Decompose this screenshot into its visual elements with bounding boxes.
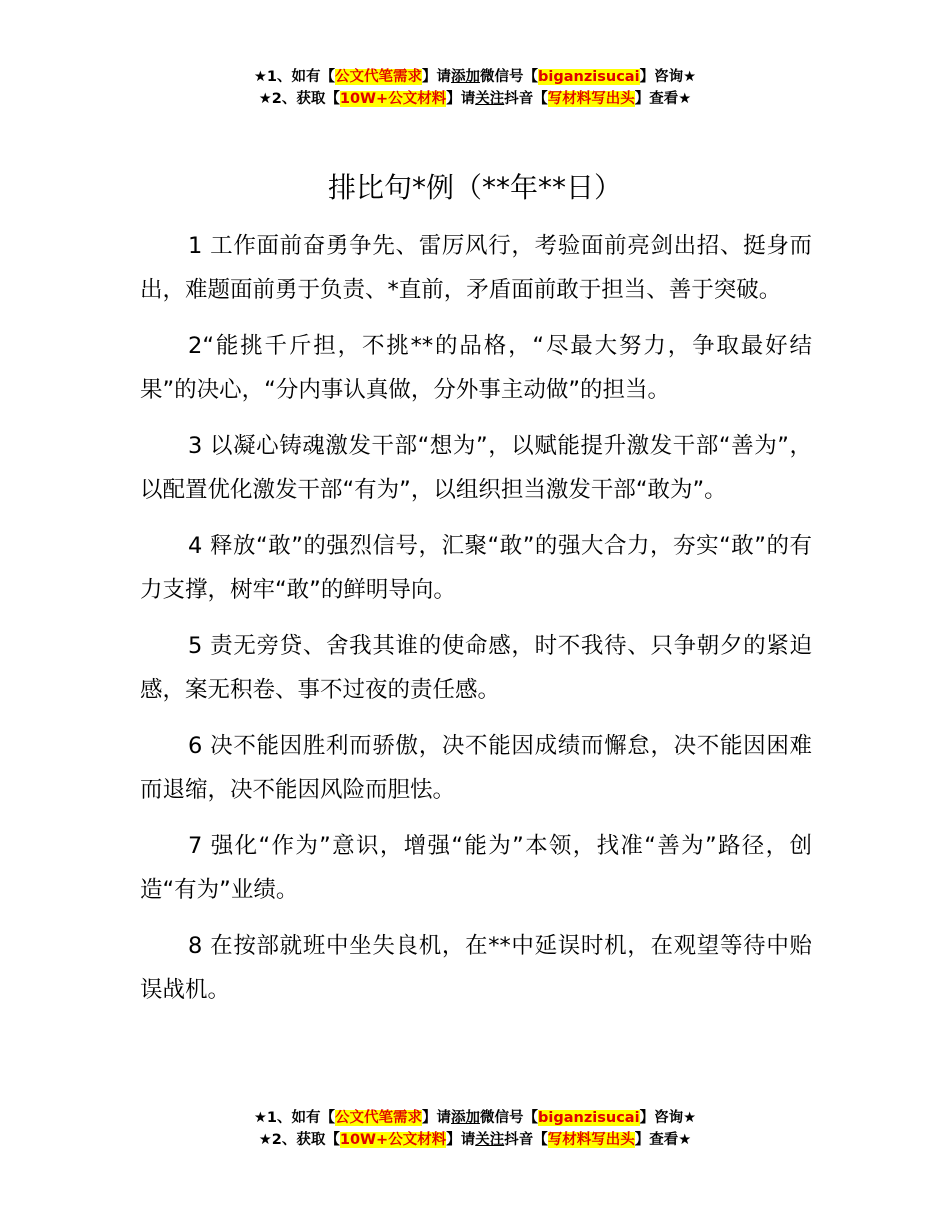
banner-emphasis: 关注 <box>475 1132 505 1148</box>
banner-text: 抖音【 <box>504 1132 548 1148</box>
paragraph-8: 8 在按部就班中坐失良机，在**中延误时机，在观望等待中贻误战机。 <box>140 933 812 1003</box>
banner-line-2 <box>0 88 950 110</box>
banner-text: 】请 <box>422 69 452 85</box>
banner-text: 】咨询★ <box>639 69 697 85</box>
banner-text: 】请 <box>446 1132 476 1148</box>
paragraph-2: 2“能挑千斤担，不挑**的品格，“尽最大努力，争取最好结果”的决心，“分内事认真做，分外事主动做”的担当。 <box>140 333 812 403</box>
paragraph-3: 3 以凝心铸魂激发干部“想为”，以赋能提升激发干部“善为”，以配置优化激发干部“有为”，以组织担当激发干部“敢为”。 <box>140 433 812 503</box>
banner-highlight: 10W+公文材料 <box>339 91 447 107</box>
banner-text: 】查看★ <box>634 1132 692 1148</box>
banner-highlight: 公文代笔需求 <box>335 1110 423 1126</box>
footer-banner <box>0 1107 950 1151</box>
banner-text: 】咨询★ <box>639 1110 697 1126</box>
paragraph-7: 7 强化“作为”意识，增强“能为”本领，找准“善为”路径，创造“有为”业绩。 <box>140 833 812 903</box>
banner-text: 微信号【 <box>480 1110 539 1126</box>
banner-emphasis: 添加 <box>451 1110 481 1126</box>
banner-text: 微信号【 <box>480 69 539 85</box>
banner-highlight: 公文代笔需求 <box>335 69 423 85</box>
paragraph-6: 6 决不能因胜利而骄傲，决不能因成绩而懈怠，决不能因困难而退缩，决不能因风险而胆怯。 <box>140 733 812 803</box>
banner-emphasis: 关注 <box>475 91 505 107</box>
paragraph-4: 4 释放“敢”的强烈信号，汇聚“敢”的强大合力，夯实“敢”的有力支撑，树牢“敢”的鲜明导向。 <box>140 533 812 603</box>
banner-highlight: biganzisucai <box>538 69 640 85</box>
banner-highlight: 写材料写出头 <box>547 91 635 107</box>
paragraph-1: 1 工作面前奋勇争先、雷厉风行，考验面前亮剑出招、挺身而出，难题面前勇于负责、*直前，矛盾面前敢于担当、善于突破。 <box>140 233 812 303</box>
banner-text: ★1、如有【 <box>253 1110 336 1126</box>
banner-text: ★2、获取【 <box>258 1132 340 1148</box>
banner-highlight: 10W+公文材料 <box>339 1132 447 1148</box>
banner-emphasis: 添加 <box>451 69 481 85</box>
banner-line-2 <box>0 1129 950 1151</box>
header-banner <box>0 66 950 110</box>
banner-text: 抖音【 <box>504 91 548 107</box>
banner-text: 】请 <box>422 1110 452 1126</box>
banner-text: ★1、如有【 <box>253 69 336 85</box>
document-body <box>140 225 812 1025</box>
banner-text: ★2、获取【 <box>258 91 340 107</box>
paragraph-5: 5 责无旁贷、舍我其谁的使命感，时不我待、只争朝夕的紧迫感，案无积卷、事不过夜的责任感。 <box>140 633 812 703</box>
banner-text: 】请 <box>446 91 476 107</box>
banner-text: 】查看★ <box>634 91 692 107</box>
banner-highlight: 写材料写出头 <box>547 1132 635 1148</box>
document-title: 排比句*例（**年**日） <box>327 171 622 204</box>
banner-line-1 <box>0 66 950 88</box>
banner-line-1 <box>0 1107 950 1129</box>
banner-highlight: biganzisucai <box>538 1110 640 1126</box>
